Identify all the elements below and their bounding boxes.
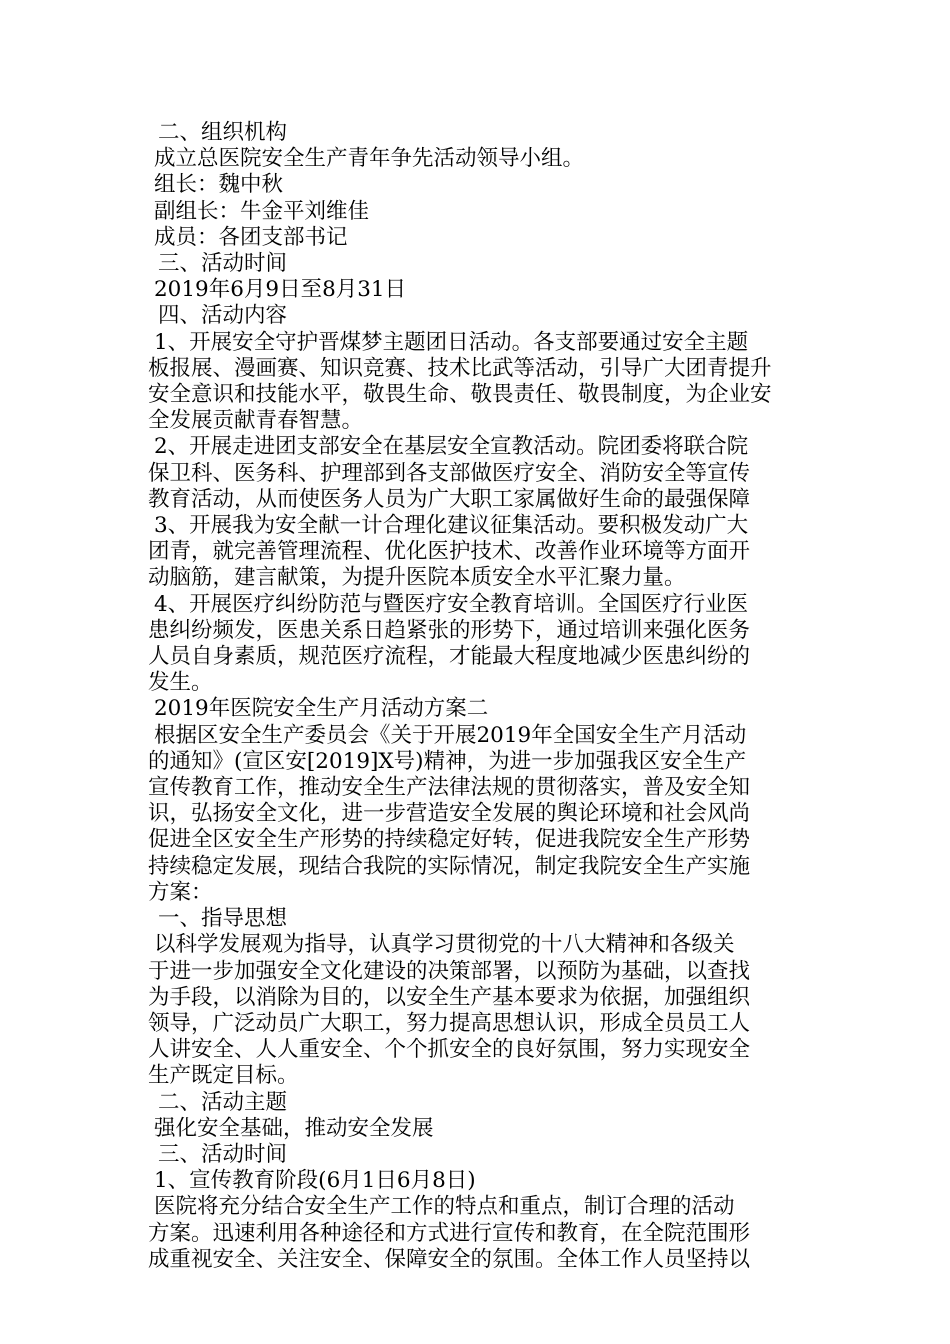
text-line: 人员自身素质，规范医疗流程，才能最大程度地减少医患纠纷的 <box>148 644 751 670</box>
section-heading: 三、活动时间 <box>158 1141 288 1167</box>
text-line: 保卫科、医务科、护理部到各支部做医疗安全、消防安全等宣传 <box>148 460 751 486</box>
text-line: 安全意识和技能水平，敬畏生命、敬畏责任、敬畏制度，为企业安 <box>148 382 772 408</box>
text-line: 以科学发展观为指导，认真学习贯彻党的十八大精神和各级关 <box>154 932 735 958</box>
text-line: 教育活动，从而使医务人员为广大职工家属做好生命的最强保障 <box>148 486 751 512</box>
text-line: 板报展、漫画赛、知识竞赛、技术比武等活动，引导广大团青提升 <box>148 355 772 381</box>
text-line: 患纠纷频发，医患关系日趋紧张的形势下，通过培训来强化医务 <box>148 617 751 643</box>
text-line: 宣传教育工作，推动安全生产法律法规的贯彻落实，普及安全知 <box>148 775 751 801</box>
text-line: 方案。迅速利用各种途径和方式进行宣传和教育，在全院范围形 <box>148 1220 751 1246</box>
text-line: 领导，广泛动员广大职工，努力提高思想认识，形成全员员工人 <box>148 1010 751 1036</box>
text-line: 全发展贡献青春智慧。 <box>148 408 364 434</box>
text-line: 促进全区安全生产形势的持续稳定好转，促进我院安全生产形势 <box>148 827 751 853</box>
text-line: 人讲安全、人人重安全、个个抓安全的良好氛围，努力实现安全 <box>148 1037 751 1063</box>
text-line: 发生。 <box>148 670 213 696</box>
section-heading: 三、活动时间 <box>158 251 288 277</box>
text-line: 生产既定目标。 <box>148 1063 299 1089</box>
section-heading: 四、活动内容 <box>158 303 288 329</box>
text-line: 成员：各团支部书记 <box>154 224 348 250</box>
text-line: 医院将充分结合安全生产工作的特点和重点，制订合理的活动 <box>154 1194 735 1220</box>
text-line: 为手段，以消除为目的，以安全生产基本要求为依据，加强组织 <box>148 984 751 1010</box>
text-line: 持续稳定发展，现结合我院的实际情况，制定我院安全生产实施 <box>148 853 751 879</box>
text-line: 团青，就完善管理流程、优化医护技术、改善作业环境等方面开 <box>148 539 751 565</box>
text-line: 于进一步加强安全文化建设的决策部署，以预防为基础，以查找 <box>148 958 751 984</box>
text-line: 4、开展医疗纠纷防范与暨医疗安全教育培训。全国医疗行业医 <box>154 591 749 617</box>
text-line: 强化安全基础，推动安全发展 <box>154 1115 434 1141</box>
section-heading: 二、组织机构 <box>158 120 288 145</box>
text-line: 2、开展走进团支部安全在基层安全宣教活动。院团委将联合院 <box>154 434 749 460</box>
text-line: 的通知》(宣区安[2019]X号)精神，为进一步加强我区安全生产 <box>148 748 747 774</box>
text-line: 方案： <box>148 879 213 905</box>
text-line: 3、开展我为安全献一计合理化建议征集活动。要积极发动广大 <box>154 513 749 539</box>
text-line: 成立总医院安全生产青年争先活动领导小组。 <box>154 146 585 172</box>
document-subtitle: 2019年医院安全生产月活动方案二 <box>154 696 489 722</box>
section-heading: 一、指导思想 <box>158 906 288 932</box>
text-line: 1、宣传教育阶段(6月1日6月8日) <box>154 1168 476 1194</box>
text-line: 成重视安全、关注安全、保障安全的氛围。全体工作人员坚持以 <box>148 1246 751 1272</box>
text-line: 副组长：牛金平刘维佳 <box>154 198 370 224</box>
text-line: 1、开展安全守护晋煤梦主题团日活动。各支部要通过安全主题 <box>154 329 749 355</box>
text-line: 动脑筋，建言献策，为提升医院本质安全水平汇聚力量。 <box>148 565 686 591</box>
text-line: 2019年6月9日至8月31日 <box>154 277 407 303</box>
document-body <box>148 120 810 1273</box>
section-heading: 二、活动主题 <box>158 1089 288 1115</box>
text-line: 组长：魏中秋 <box>154 172 284 198</box>
text-line: 根据区安全生产委员会《关于开展2019年全国安全生产月活动 <box>154 722 747 748</box>
text-line: 识，弘扬安全文化，进一步营造安全发展的舆论环境和社会风尚 <box>148 801 751 827</box>
